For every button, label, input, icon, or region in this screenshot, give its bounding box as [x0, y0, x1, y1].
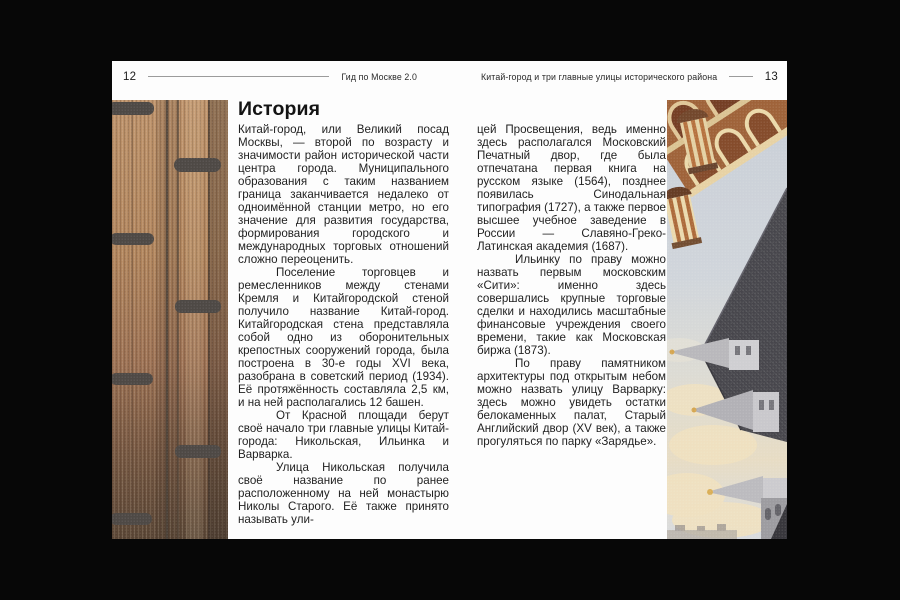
- left-page-header: [123, 69, 417, 84]
- header-rule-right: [729, 76, 753, 77]
- cathedral-photo: [667, 100, 787, 539]
- wall-texture-photo: [112, 100, 228, 539]
- page-number-right: 13: [764, 70, 778, 83]
- paragraph: По праву памятником архитектуры под открытым небом можно назвать улицу Варварку: здесь можно увидеть остатки белокаменных палат, Старый Английский двор (XV век), а также прогуляться по парку «Зарядье».: [477, 357, 666, 448]
- right-page-header: [481, 69, 778, 84]
- book-title: Гид по Москве 2.0: [341, 71, 417, 82]
- chapter-title: Китай-город и три главные улицы исторического района: [481, 71, 718, 82]
- paragraph: цей Просвещения, ведь именно здесь располагался Московский Печатный двор, где была отпечатана первая книга на русском языке (1564), позднее появилась Синодальная типография (1727), а также первое высшее учебное заведение в России — Славяно-Греко-Латинская академия (1687).: [477, 123, 666, 253]
- paragraph: Поселение торговцев и ремесленников между стенами Кремля и Китайгородской стеной получило название Китай-город. Китайгородская стена представляла собой одно из оборонительных крепостных сооружений города, была построена в 30-е годы XVI века, разобрана в советский период (1934). Её протяжённость составляла 2,5 км, и на ней располагались 12 башен.: [238, 266, 449, 409]
- page-number-left: 12: [123, 70, 137, 83]
- paragraph: Китай-город, или Великий посад Москвы, — второй по возрасту и значимости район исторической части центра города. Муниципального образования с таким названием граница заканчивается недалеко от одноимённой станции метро, но его значение для развития государства, формирования городского и международных торговых отношений сложно переоценить.: [238, 123, 449, 266]
- paragraph: Ильинку по праву можно назвать первым московским «Сити»: именно здесь совершались крупные торговые сделки и находились масштабные финансовые учреждения своего времени, такие как Московская биржа (1873).: [477, 253, 666, 357]
- header-rule-left: [148, 76, 329, 77]
- wall-texture-illustration: [112, 100, 228, 539]
- article-heading: История: [238, 98, 321, 120]
- cathedral-illustration: [667, 100, 787, 539]
- text-column-2: [477, 123, 666, 448]
- text-column-1: [238, 123, 449, 526]
- paragraph: От Красной площади берут своё начало три главные улицы Китай-города: Никольская, Ильинка и Варварка.: [238, 409, 449, 461]
- paragraph: Улица Никольская получила своё название по ранее расположенному на ней монастырю Николы Старого. Её также принято называть ули-: [238, 461, 449, 526]
- magazine-spread: [112, 61, 787, 539]
